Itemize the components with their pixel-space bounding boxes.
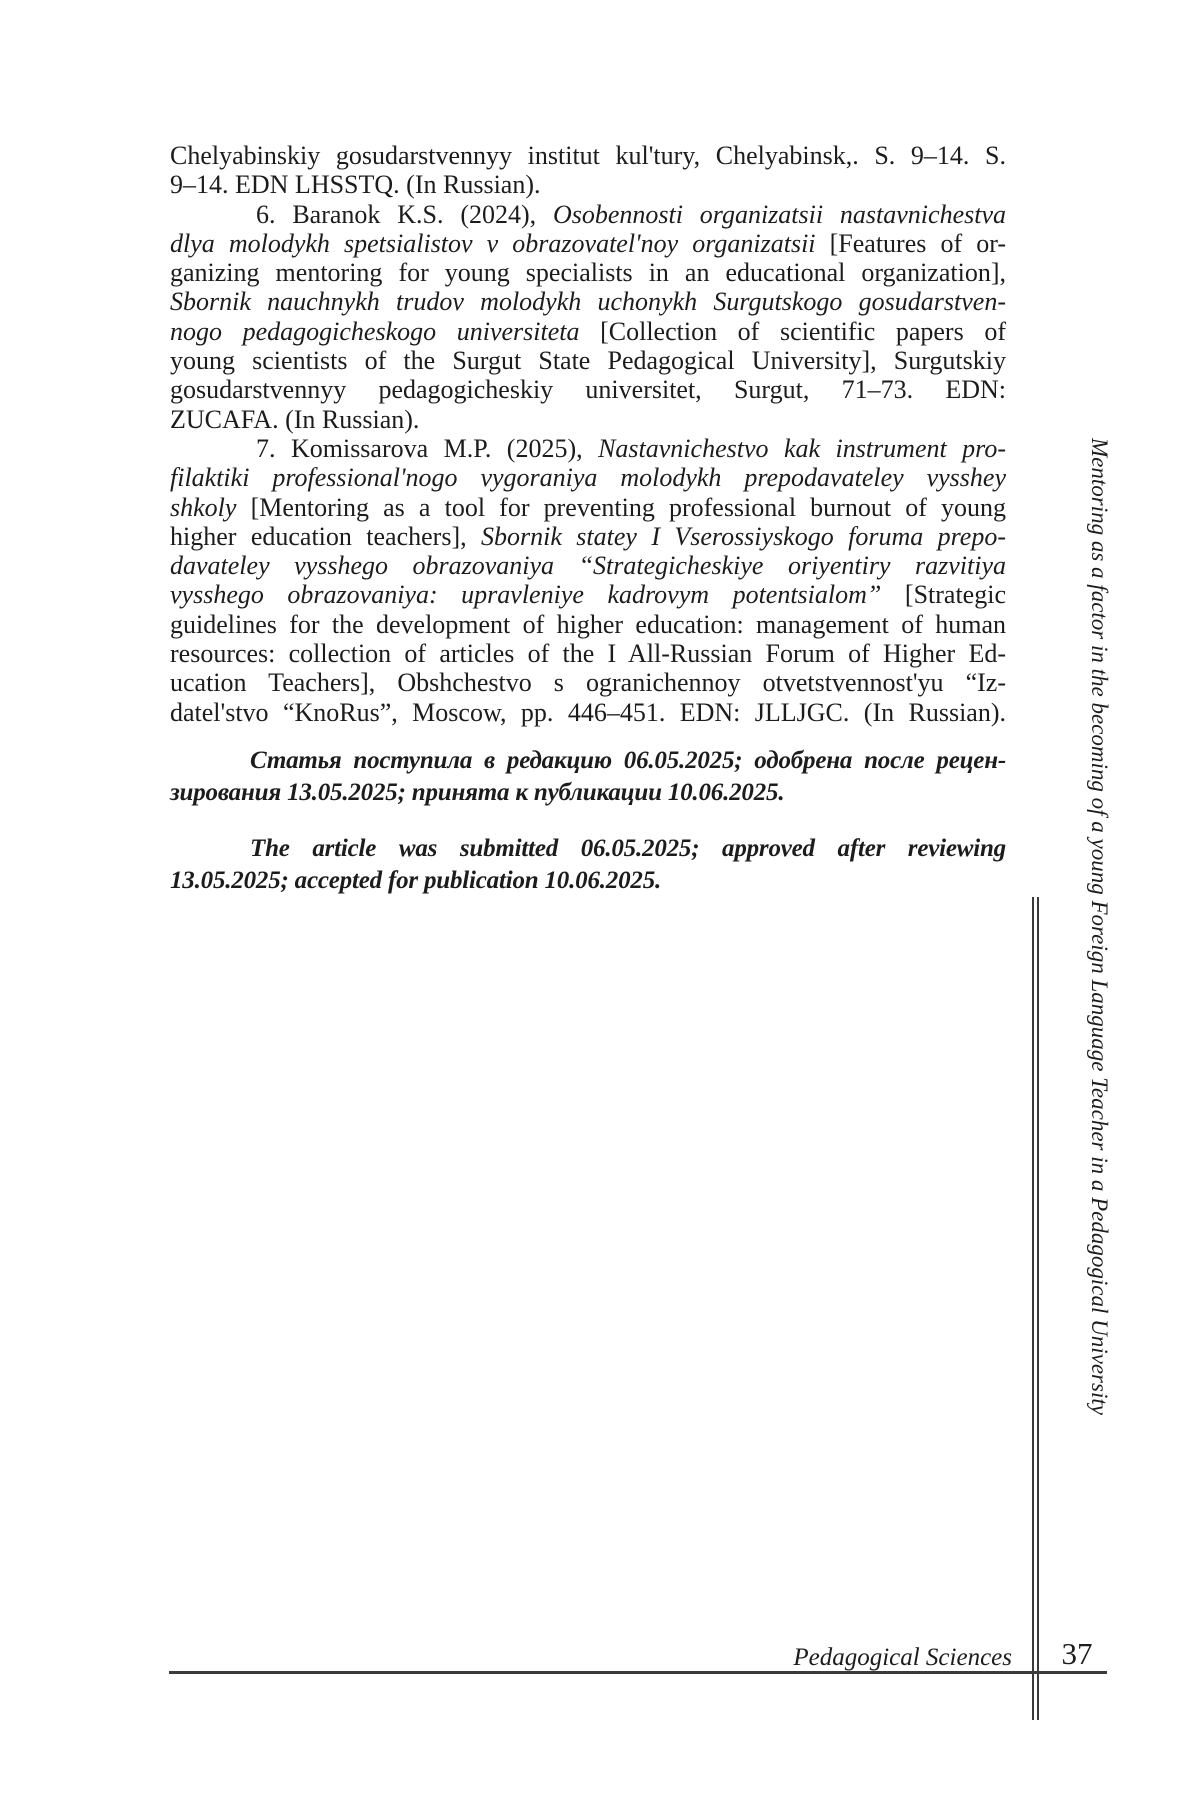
italic-text-segment: davateley vysshego obrazovaniya “Strategicheskiye oriyentiry razvitiya: [170, 551, 1006, 581]
text-line: [170, 258, 1006, 287]
text-line: [170, 668, 1006, 697]
text-line: [170, 522, 1006, 551]
text-line: [170, 200, 1006, 229]
text-line: [170, 610, 1006, 639]
italic-text-segment: Sbornik nauchnykh trudov molodykh uchonykh Surgutskogo gosudarstven-: [170, 287, 1006, 317]
italic-text-segment: Sbornik statey I Vserossiyskogo foruma prepo-: [481, 521, 1006, 551]
roman-text-segment: 6. Baranok K.S. (2024),: [256, 199, 553, 229]
text-line: [170, 580, 1006, 609]
italic-text-segment: The article was submitted 06.05.2025; approved after reviewing: [250, 834, 1006, 862]
roman-text-segment: datel'stvo “KnoRus”, Moscow, pp. 446–451. EDN: JLLJGC. (In Russian).: [170, 697, 1006, 727]
italic-text-segment: Nastavnichestvo kak instrument pro-: [598, 433, 1006, 463]
italic-text-segment: Osobennosti organizatsii nastavnichestva: [552, 199, 1006, 229]
roman-text-segment: [Features of or-: [829, 228, 1006, 258]
text-line: [170, 777, 1006, 809]
italic-text-segment: Статья поступила в редакцию 06.05.2025; одобрена после рецен-: [250, 746, 1006, 774]
roman-text-segment: Chelyabinskiy gosudarstvennyy institut kul'tury, Chelyabinsk,. S. 9–14. S.: [170, 141, 1006, 170]
references-block: [170, 141, 1006, 727]
footer-horizontal-rule: [169, 1671, 1107, 1674]
roman-text-segment: resources: collection of articles of the I All-Russian Forum of Higher Ed-: [170, 639, 1006, 669]
italic-text-segment: dlya molodykh spetsialistov v obrazovatel'noy organizatsii: [170, 228, 830, 258]
text-line: [170, 865, 1006, 897]
roman-text-segment: gosudarstvennyy pedagogicheskiy universitet, Surgut, 71–73. EDN:: [170, 375, 1006, 405]
footer-section-label: Pedagogical Sciences: [793, 1644, 1012, 1671]
vertical-divider-rule: [1032, 897, 1039, 1720]
submission-note-english: [170, 833, 1006, 897]
text-line: [170, 493, 1006, 522]
text-line: [170, 346, 1006, 375]
roman-text-segment: higher education teachers],: [170, 521, 481, 551]
text-line: [170, 434, 1006, 463]
page-number: 37: [1061, 1636, 1093, 1671]
roman-text-segment: guidelines for the development of higher education: management of human: [170, 609, 1006, 639]
roman-text-segment: ganizing mentoring for young specialists in an educational organization],: [170, 258, 1006, 288]
roman-text-segment: 9–14. EDN LHSSTQ. (In Russian).: [170, 170, 541, 200]
text-line: [170, 317, 1006, 346]
text-line: [170, 698, 1006, 727]
roman-text-segment: ucation Teachers], Obshchestvo s ogranichennoy otvetstvennost'yu “Iz-: [170, 668, 1006, 698]
text-line: [170, 141, 1006, 170]
text-line: [170, 170, 1006, 199]
italic-text-segment: зирования 13.05.2025; принята к публикации 10.06.2025.: [170, 778, 785, 806]
text-line: [170, 745, 1006, 777]
main-text-column: [170, 141, 1006, 897]
italic-text-segment: nogo pedagogicheskogo universiteta: [170, 316, 601, 346]
text-line: [170, 639, 1006, 668]
roman-text-segment: [Mentoring as a tool for preventing professional burnout of young: [250, 492, 1006, 522]
italic-text-segment: 13.05.2025; accepted for publication 10.06.2025.: [170, 866, 662, 894]
roman-text-segment: [Collection of scientific papers of: [600, 316, 1006, 346]
text-line: [170, 833, 1006, 865]
text-line: [170, 463, 1006, 492]
italic-text-segment: shkoly: [170, 492, 251, 522]
roman-text-segment: ZUCAFA. (In Russian).: [170, 404, 420, 434]
roman-text-segment: 7. Komissarova M.P. (2025),: [256, 433, 599, 463]
sidebar-vertical-title: Mentoring as a factor in the becoming of a young Foreign Language Teacher in a Pedagogical University: [1087, 438, 1112, 1415]
italic-text-segment: filaktiki professional'nogo vygoraniya molodykh prepodavateley vysshey: [170, 463, 1006, 493]
roman-text-segment: young scientists of the Surgut State Pedagogical University], Surgutskiy: [170, 346, 1006, 376]
text-line: [170, 375, 1006, 404]
text-line: [170, 551, 1006, 580]
text-line: [170, 405, 1006, 434]
submission-note-russian: [170, 745, 1006, 809]
italic-text-segment: vysshego obrazovaniya: upravleniye kadrovym potentsialom”: [170, 580, 905, 610]
text-line: [170, 229, 1006, 258]
text-line: [170, 287, 1006, 316]
roman-text-segment: [Strategic: [904, 580, 1006, 610]
